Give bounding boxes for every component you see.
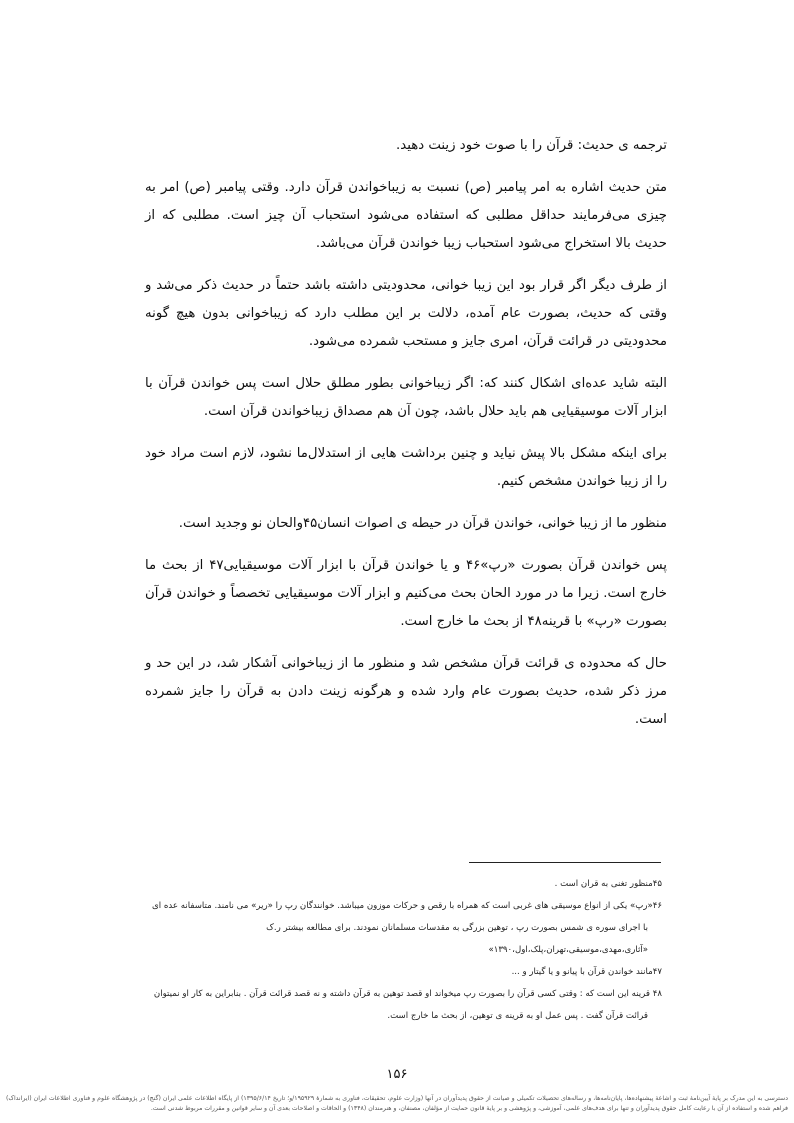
footnote-continuation: «آثاری،مهدی،موسیقی،تهران،پلک،اول،۱۳۹۰»: [488, 945, 648, 955]
paragraph: از طرف دیگر اگر قرار بود این زیبا خوانی، محدودیتی داشته باشد حتماً در حدیث ذکر می‌شد و وقتی که حدیث، بصورت عام آمده، دلالت بر این مطلب دارد که زیباخوانی بدون هیچ گونه محدودیتی در قرائت قرآن، امری جایز و مستحب شمرده می‌شود.: [145, 278, 667, 349]
footnote: ۴۶«رپ» یکی از انواع موسیقی های غربی است که همراه با رقص و حرکات موزون میباشد. خوانندگان رپ را «ریر» می نامند. متاسفانه عده ای: [152, 901, 662, 911]
paragraph: متن حدیث اشاره به امر پیامبر (ص) نسبت به زیباخواندن قرآن دارد. وقتی پیامبر (ص) امر به چیزی می‌فرمایند حداقل مطلبی که استفاده می‌شود استحباب آن چیز است. مطلبی که از حدیث بالا استخراج می‌شود استحباب زیبا خواندن قرآن می‌باشد.: [145, 180, 667, 251]
paragraph: برای اینکه مشکل بالا پیش نیاید و چنین برداشت هایی از استدلال‌ما نشود، لازم است مراد خود را از زیبا خواندن مشخص کنیم.: [145, 446, 667, 489]
paragraph: حال که محدوده ی قرائت قرآن مشخص شد و منظور ما از زیباخوانی آشکار شد، در این حد و مرز ذکر شده، حدیث بصورت عام وارد شده و هرگونه زینت دادن به قرآن را جایز شمرده است.: [145, 656, 667, 727]
footnote-divider: [469, 862, 661, 863]
footnote-continuation: با اجرای سوره ی شمس بصورت رپ ، توهین بزرگی به مقدسات مسلمانان نمودند. برای مطالعه بیشتر ر.ک: [266, 923, 648, 933]
footnote: ۴۸ قرینه این است که : وقتی کسی قرآن را بصورت رپ میخواند او قصد توهین به قرآن داشته و نه قصد قرائت قرآن . بنابراین به کار او نمیتوان: [153, 989, 662, 999]
footnote: ۴۷مانند خواندن قرآن با پیانو و یا گیتار و ...: [511, 967, 662, 977]
copyright-disclaimer: دسترسی به این مدرک بر پایهٔ آیین‌نامهٔ ثبت و اشاعهٔ پیشنهاده‌ها، پایان‌نامه‌ها، و رساله‌های تحصیلات تکمیلی و صیانت از حقوق پدیدآوران در آنها (وزارت علوم، تحقیقات، فناوری به شمارهٔ ۱۹۵۹۲۹/و؛ تاریخ ۱۳۹۵/۶/۱۴) از پایگاه اطلاعات علمی ایران (گنج) در پژوهشگاه علوم و فناوری اطلاعات ایران (ایرانداک) فراهم شده و استفاده از آن با رعایت کامل حقوق پدیدآوران و تنها برای هدف‌های علمی، آموزشی، و پژوهشی و بر پایهٔ قانون حمایت از مؤلفان، مصنفان، و هنرمندان (۱۳۴۸) و الحاقات و اصلاحات بعدی آن و سایر قوانین و مقررات مربوط شدنی است.: [6, 1095, 788, 1112]
paragraph: منظور ما از زیبا خوانی، خواندن قرآن در حیطه ی اصوات انسان‌۴۵‌و‌الحان نو وجدید است.: [178, 516, 667, 531]
paragraph: البته شاید عده‌ای اشکال کنند که: اگر زیباخوانی بطور مطلق حلال است پس خواندن قرآن با ابزار آلات موسیقیایی هم باید حلال باشد، چون آن هم مصداق زیباخواندن قرآن است.: [145, 376, 667, 419]
paragraph: پس خواندن قرآن بصورت «رپ»۴۶ و یا خواندن قرآن با ابزار آلات موسیقیایی۴۷ از بحث ما خارج است. زیرا ما در مورد الحان بحث می‌کنیم و ابزار آلات موسیقیایی تخصصاً و خواندن قرآن بصورت «رپ» با قرینه۴۸ از بحث ما خارج است.: [145, 558, 667, 629]
footnote: ۴۵منظور تغنی به قران است .: [554, 879, 662, 889]
body-text: [145, 132, 667, 748]
footnotes: [88, 873, 662, 1027]
paragraph: ترجمه ی حدیث: قرآن را با صوت خود زینت دهید.: [395, 138, 667, 153]
page-number: ۱۵۶: [386, 1067, 408, 1082]
footnote-continuation: قرائت قرآن گفت . پس عمل او به قرینه ی توهین، از بحث ما خارج است.: [387, 1011, 648, 1021]
